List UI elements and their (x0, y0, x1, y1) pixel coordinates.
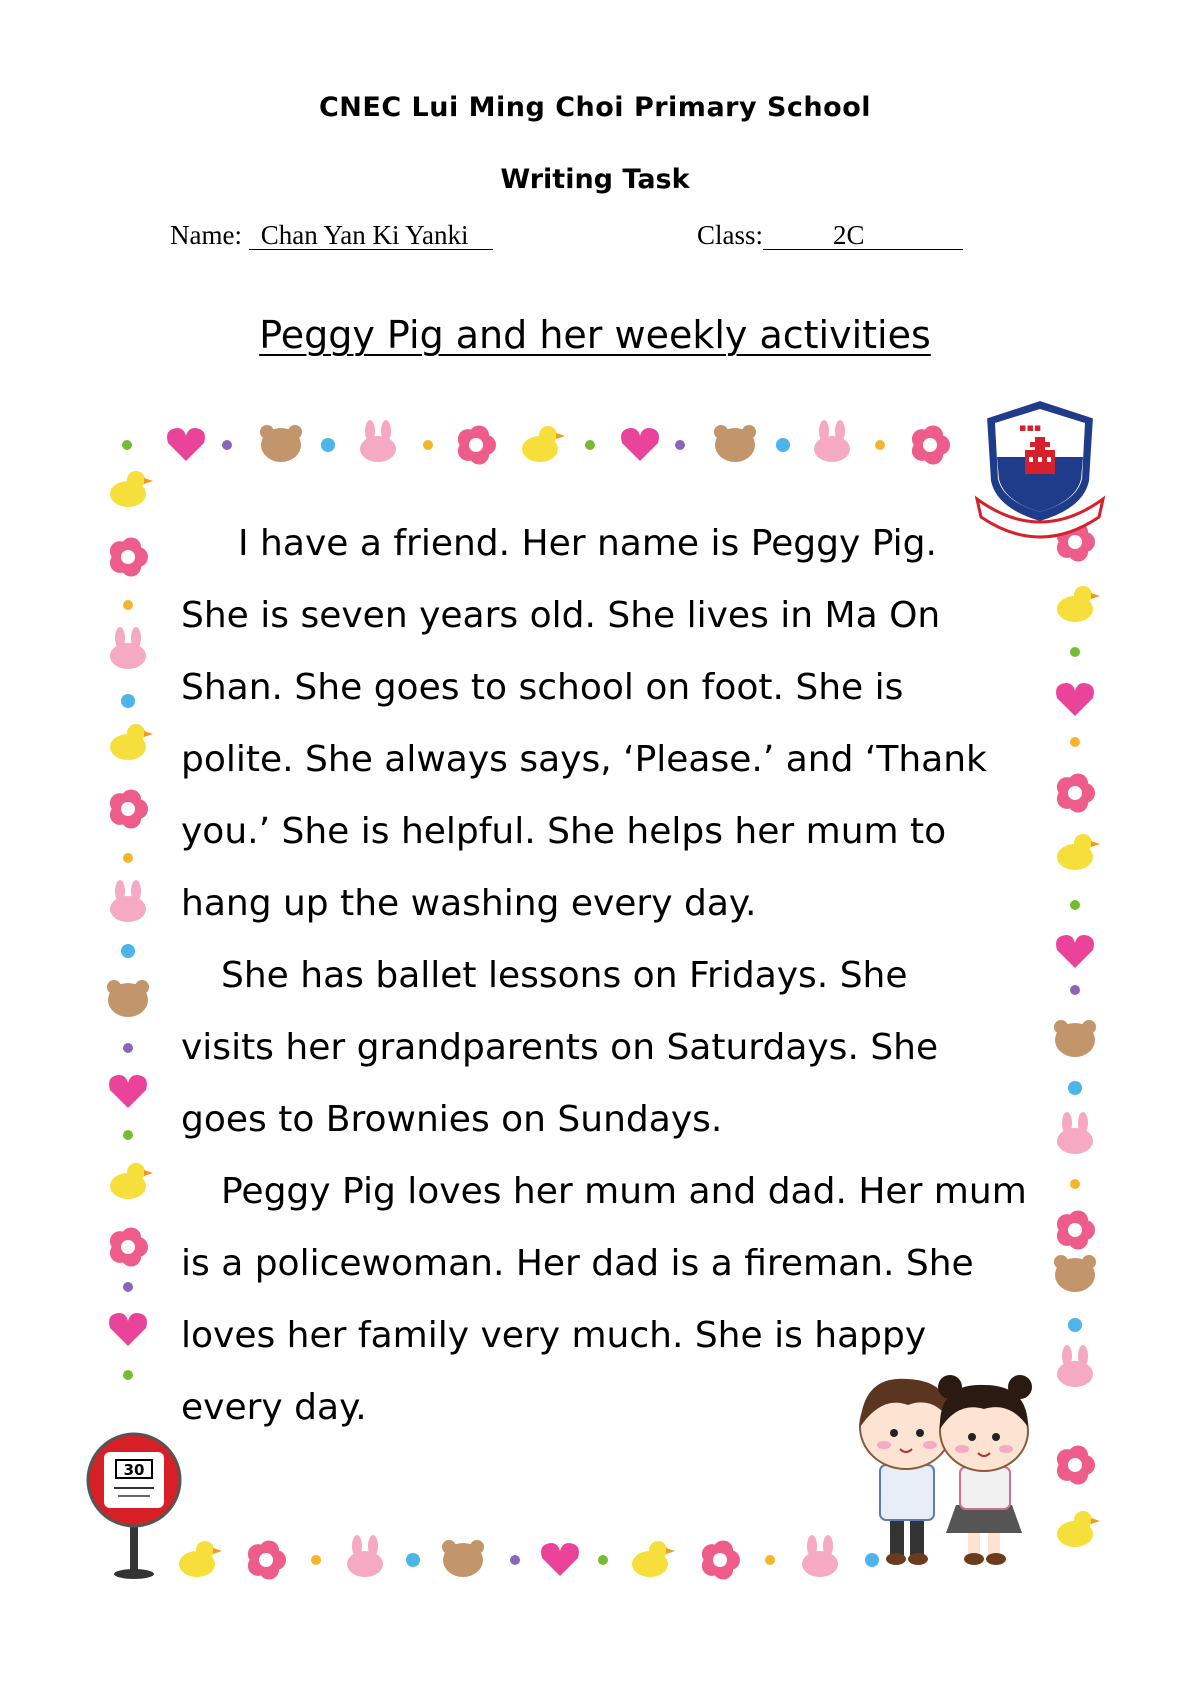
duck-icon (110, 724, 153, 760)
duck-icon (110, 1163, 153, 1199)
story-line: Peggy Pig loves her mum and dad. Her mum (221, 1171, 1027, 1212)
flower-icon (110, 537, 148, 576)
yellow-dot (311, 1555, 321, 1565)
heart-icon (1056, 683, 1094, 716)
bunny-icon (1057, 1112, 1093, 1154)
flower-icon (702, 1540, 740, 1579)
bear-icon (1054, 1255, 1096, 1292)
boy-and-girl-students-icon (838, 1365, 1063, 1575)
bus-stop-sign-icon (84, 1430, 184, 1580)
bus-stop-number: 30 (123, 1461, 145, 1479)
story-line: I have a friend. Her name is Peggy Pig. (238, 523, 937, 564)
blue-dot (121, 694, 135, 708)
task-title: Writing Task (500, 164, 690, 195)
heart-icon (541, 1543, 579, 1576)
duck-icon (110, 471, 153, 507)
story-line: loves her family very much. She is happy (181, 1315, 927, 1356)
bunny-icon (814, 420, 850, 462)
green-dot (123, 1370, 133, 1380)
heart-icon (109, 1075, 147, 1108)
story-line: polite. She always says, ‘Please.’ and ‘Thank (181, 739, 987, 780)
heart-icon (621, 428, 659, 461)
story-line: every day. (181, 1387, 367, 1428)
duck-icon (1057, 1511, 1100, 1547)
school-crest-icon (975, 395, 1105, 540)
green-dot (123, 1130, 133, 1140)
bear-icon (107, 980, 149, 1017)
purple-dot (510, 1555, 520, 1565)
blue-dot (1068, 1318, 1082, 1332)
story-line: visits her grandparents on Saturdays. She (181, 1027, 939, 1068)
heart-icon (1056, 935, 1094, 968)
green-dot (122, 440, 132, 450)
green-dot (1070, 647, 1080, 657)
bunny-icon (360, 420, 396, 462)
duck-icon (1057, 834, 1100, 870)
blue-dot (321, 438, 335, 452)
bunny-icon (347, 1535, 383, 1577)
flower-icon (110, 789, 148, 828)
school-name: CNEC Lui Ming Choi Primary School (318, 92, 872, 123)
bear-icon (1054, 1020, 1096, 1057)
purple-dot (1070, 985, 1080, 995)
story-line: goes to Brownies on Sundays. (181, 1099, 723, 1140)
duck-icon (179, 1541, 222, 1577)
story-line: is a policewoman. Her dad is a fireman. She (181, 1243, 974, 1284)
story-title: Peggy Pig and her weekly activities (259, 313, 931, 357)
svg-text:▪▪▪: ▪▪▪ (1019, 421, 1042, 434)
duck-icon (522, 426, 565, 462)
heart-icon (109, 1313, 147, 1346)
flower-icon (1057, 1210, 1095, 1249)
blue-dot (406, 1553, 420, 1567)
green-dot (585, 440, 595, 450)
bear-icon (714, 425, 756, 462)
flower-icon (458, 425, 496, 464)
green-dot (598, 1555, 608, 1565)
yellow-dot (123, 600, 133, 610)
story-line: She has ballet lessons on Fridays. She (221, 955, 908, 996)
name-value: Chan Yan Ki Yanki (249, 221, 493, 250)
blue-dot (121, 944, 135, 958)
story-line: hang up the washing every day. (181, 883, 757, 924)
bear-icon (442, 1540, 484, 1577)
yellow-dot (875, 440, 885, 450)
green-dot (1070, 900, 1080, 910)
bunny-icon (802, 1535, 838, 1577)
yellow-dot (423, 440, 433, 450)
yellow-dot (123, 853, 133, 863)
story-line: Shan. She goes to school on foot. She is (181, 667, 904, 708)
yellow-dot (1070, 1179, 1080, 1189)
flower-icon (110, 1227, 148, 1266)
yellow-dot (765, 1555, 775, 1565)
blue-dot (1068, 1081, 1082, 1095)
duck-icon (632, 1541, 675, 1577)
duck-icon (1057, 586, 1100, 622)
name-label: Name: (170, 220, 242, 250)
class-value: 2C (763, 221, 963, 250)
blue-dot (776, 438, 790, 452)
bunny-icon (110, 627, 146, 669)
bunny-icon (110, 880, 146, 922)
yellow-dot (1070, 737, 1080, 747)
story-line: you.’ She is helpful. She helps her mum to (181, 811, 947, 852)
flower-icon (912, 425, 950, 464)
purple-dot (675, 440, 685, 450)
bear-icon (260, 425, 302, 462)
heart-icon (167, 428, 205, 461)
flower-icon (1057, 773, 1095, 812)
purple-dot (123, 1043, 133, 1053)
class-label: Class: (697, 220, 764, 250)
story-line: She is seven years old. She lives in Ma On (181, 595, 941, 636)
purple-dot (222, 440, 232, 450)
flower-icon (248, 1540, 286, 1579)
purple-dot (123, 1282, 133, 1292)
